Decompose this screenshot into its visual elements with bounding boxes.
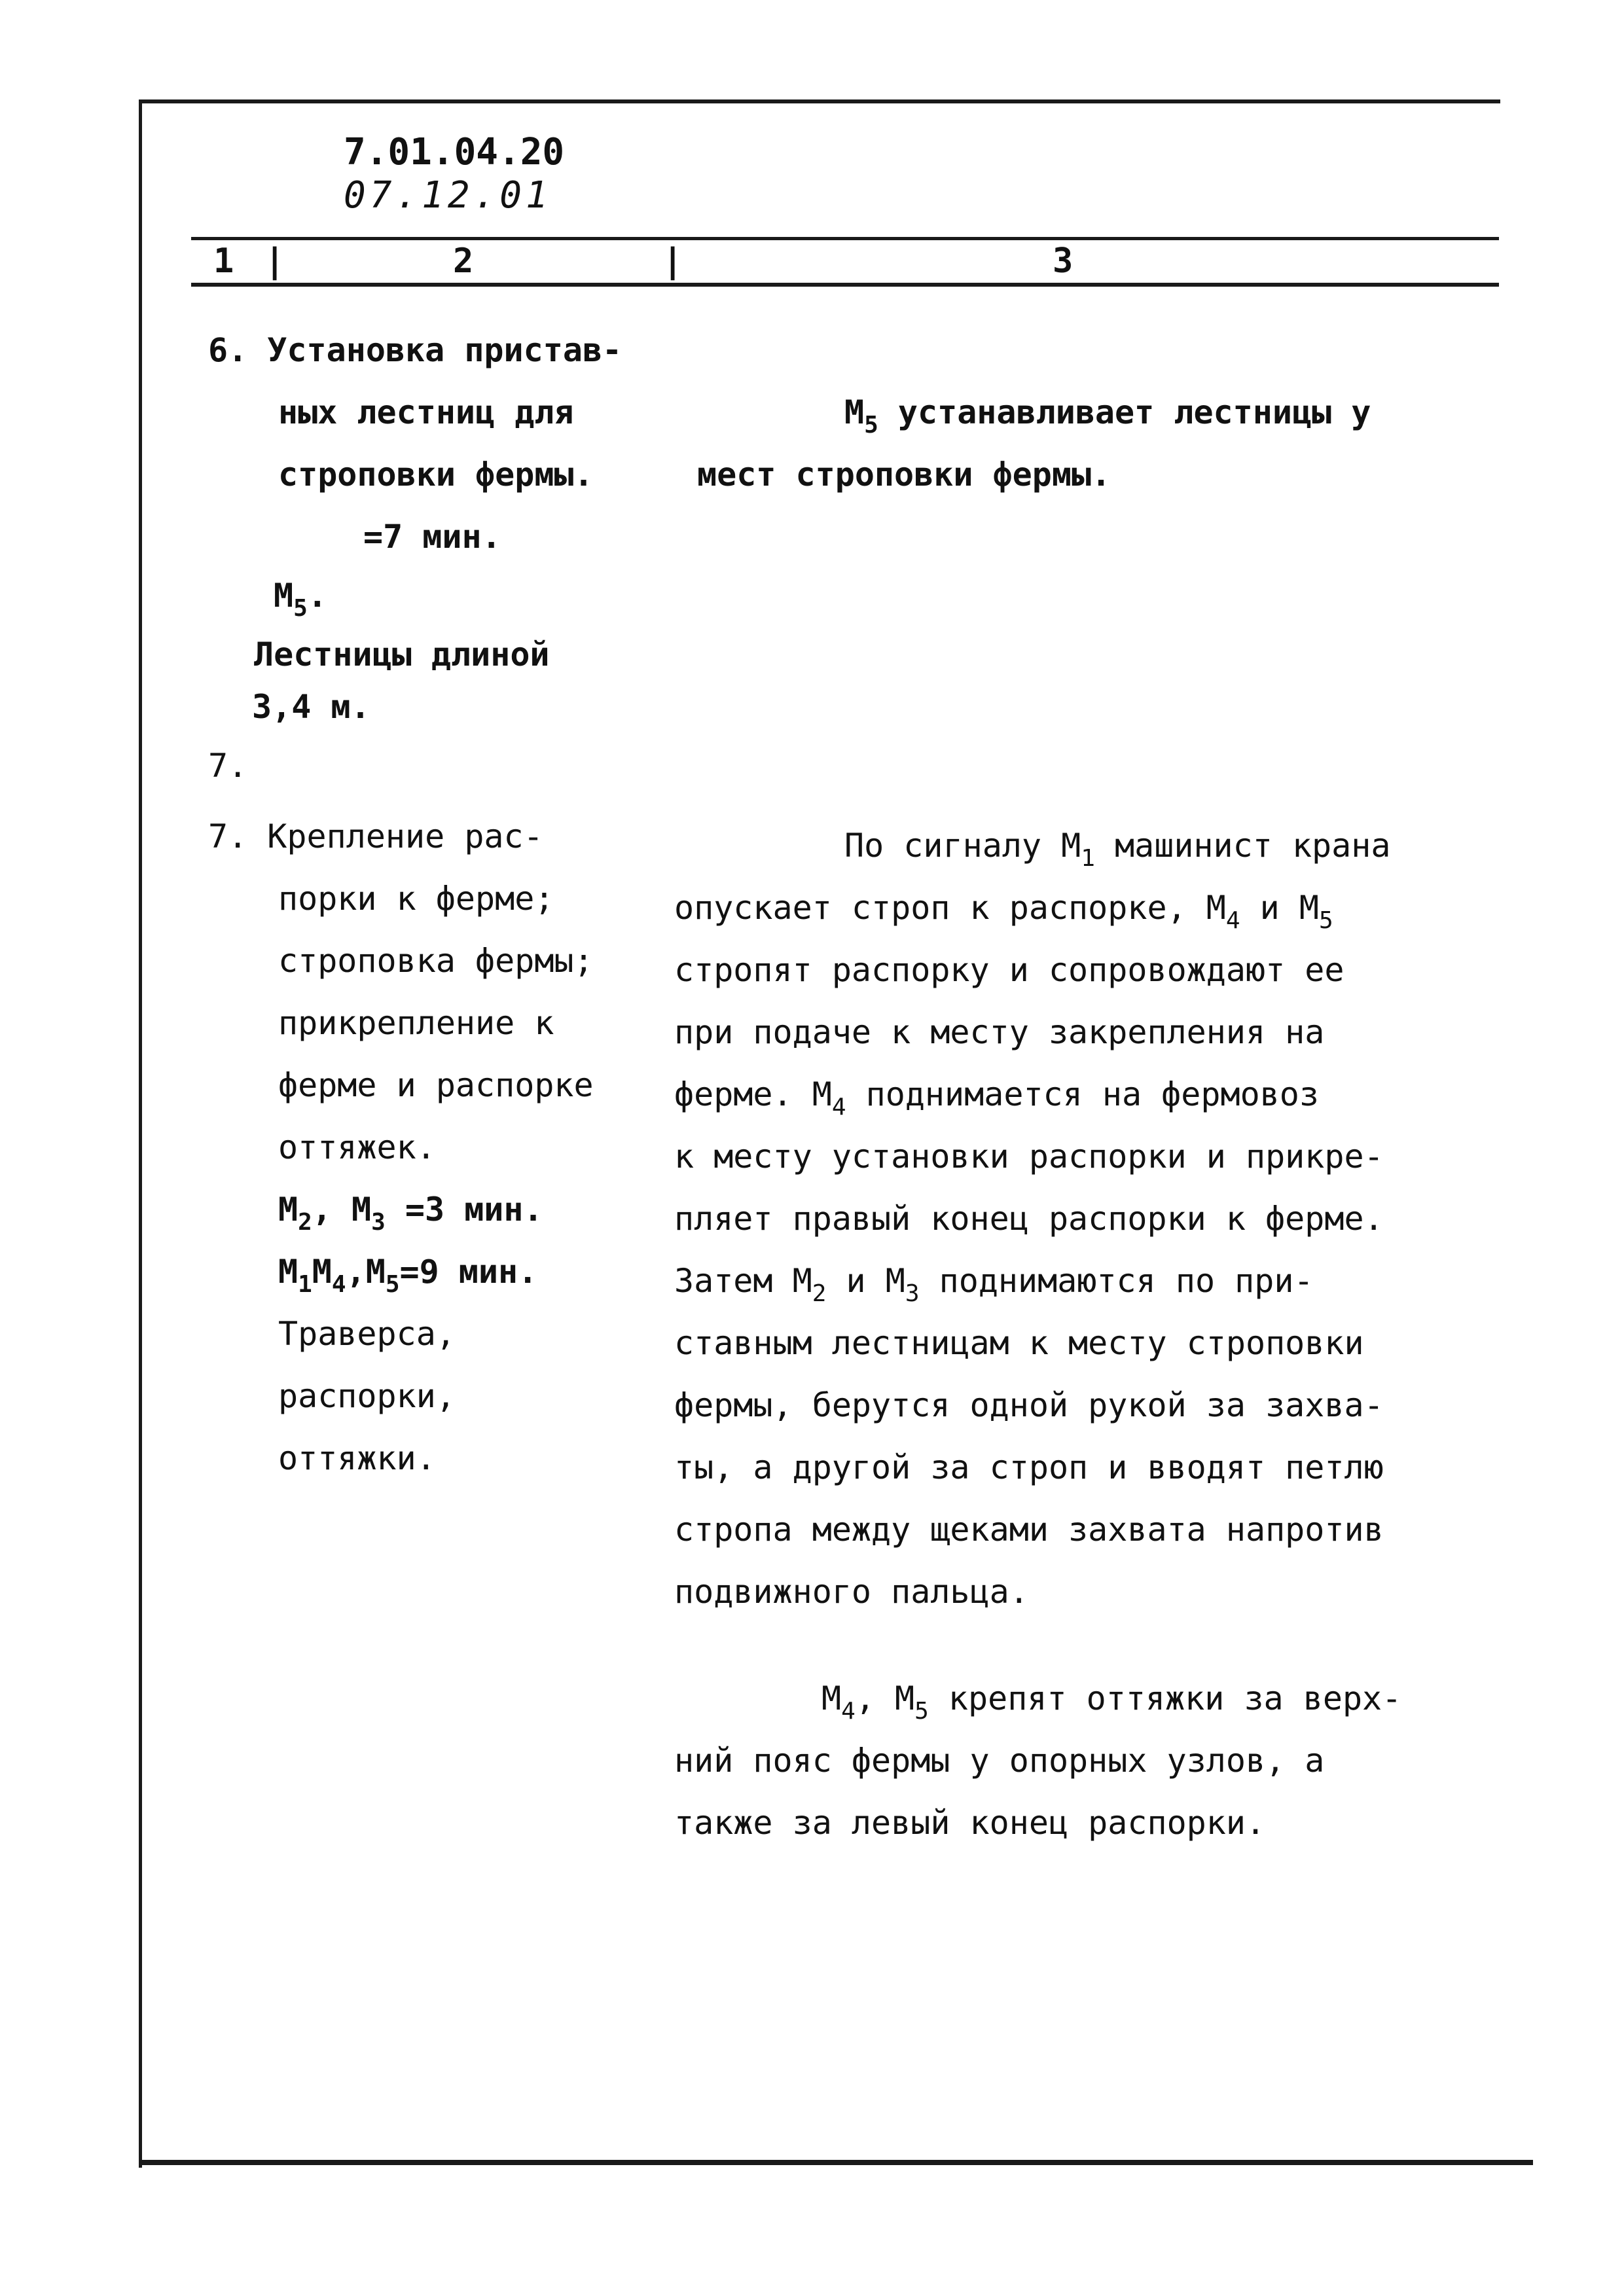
step7-description-line5: ферме. $М_4$ поднимается на фермовоз [674,1075,1319,1121]
column-separator: | [662,242,683,281]
step7-description-line3: стропят распорку и сопровождают ее [674,951,1344,989]
step7-equipment-line1: Траверса, [278,1315,456,1353]
step7-description-p2-line3: также за левый конец распорки. [674,1804,1266,1842]
column-separator: | [264,242,285,281]
step7-description-p2-line1: $М_4$, $М_5$ крепят оттяжки за верх- [821,1679,1402,1725]
step7-description-line9: ставным лестницам к месту строповки [674,1324,1364,1362]
step7-description-line1: По сигналу $М_1$ машинист крана [844,827,1391,872]
step7-title-line1: 7. Крепление рас- [208,817,543,855]
frame-left-border [139,99,142,2168]
table-column-numbers [191,241,1499,281]
step6-note-line2: 3,4 м. [252,688,370,726]
step7-equipment-line3: оттяжки. [278,1439,436,1477]
step7-time-line2: $М_1М_4,М_5=9$ мин. [278,1253,538,1298]
step7-description-line12: стропа между щеками захвата напротив [674,1511,1384,1549]
column-number-2: 2 [453,242,474,281]
step7-description-line11: ты, а другой за строп и вводят петлю [674,1448,1384,1486]
step7-description-line10: фермы, берутся одной рукой за захва- [674,1386,1384,1424]
step7-equipment-line2: распорки, [278,1377,456,1415]
step7-title-line3: строповка фермы; [278,942,594,980]
step6-description-line1: $М_5$ устанавливает лестницы у [844,393,1371,439]
document-code-block [344,131,564,217]
column-number-1: 1 [213,242,234,281]
step6-note-line1: Лестницы длиной [254,636,550,673]
step7-title-line4: прикрепление к [278,1004,554,1042]
step6-title-line2: ных лестниц для [278,393,574,431]
step-marker: 7. [208,747,248,785]
step6-time: =7 мин. [363,518,501,556]
document-code: 7.01.04.20 [344,131,565,173]
step6-description-line2: мест строповки фермы. [697,456,1111,493]
step7-description-line7: пляет правый конец распорки к ферме. [674,1200,1384,1238]
step6-title-line1: 6. Установка пристав- [208,331,623,369]
frame-bottom-border [139,2160,1533,2165]
step7-description-line6: к месту установки распорки и прикре- [674,1138,1384,1175]
table-header-rule-bottom [191,283,1499,287]
step7-description-line13: подвижного пальца. [674,1573,1029,1611]
frame-top-border [139,99,1500,103]
step7-title-line5: ферме и распорке [278,1066,594,1104]
step6-title-line3: строповки фермы. [278,456,594,493]
step7-title-line2: порки к ферме; [278,880,554,918]
column-number-3: 3 [1053,242,1074,281]
step7-description-p2-line2: ний пояс фермы у опорных узлов, а [674,1742,1325,1780]
step6-worker: $М_5$. [274,577,327,622]
table-header-rule-top [191,237,1499,240]
step7-time-line1: $М_2$, $М_3 =3$ мин. [278,1191,543,1236]
step7-description-line2: опускает строп к распорке, $М_4$ и $М_5$ [674,889,1333,934]
step7-description-line4: при подаче к месту закрепления на [674,1013,1325,1051]
step7-description-line8: Затем $М_2$ и $М_3$ поднимаются по при- [674,1262,1314,1307]
step7-title-line6: оттяжек. [278,1128,436,1166]
document-date: 07.12.01 [344,174,552,217]
